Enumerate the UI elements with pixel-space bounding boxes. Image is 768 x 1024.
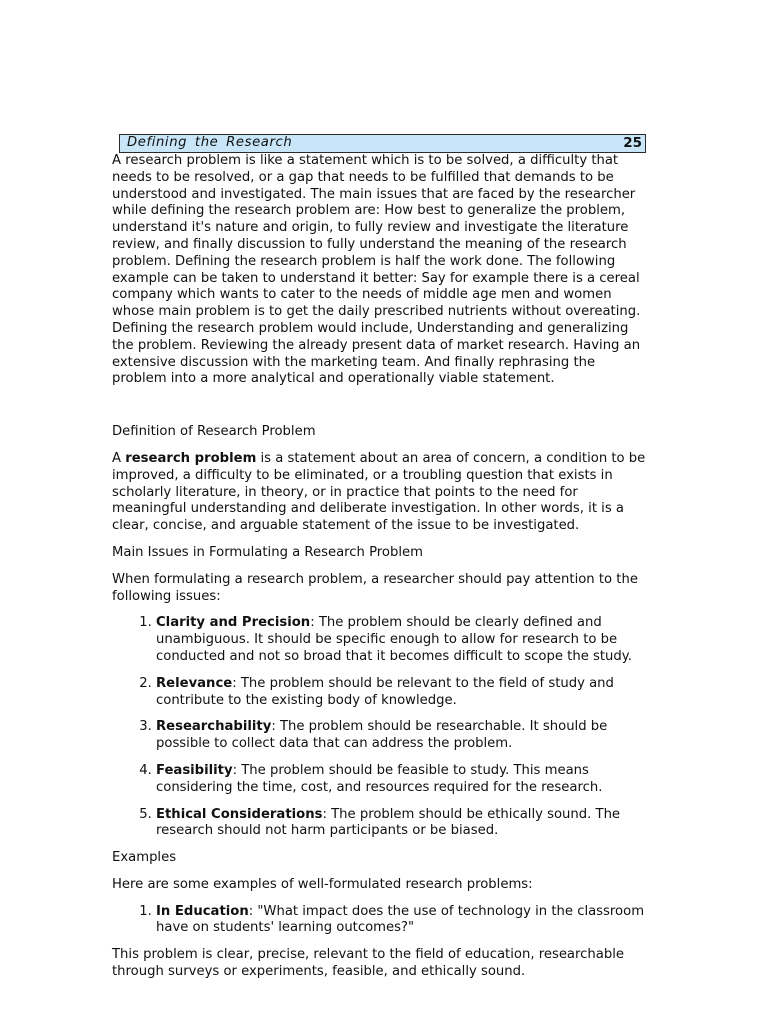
examples-intro: Here are some examples of well-formulated research problems: [112,876,533,892]
header-title: Defining the Research [127,135,293,151]
definition-heading: Definition of Research Problem [112,424,316,440]
page-number: 25 [623,135,642,152]
issues-intro: When formulating a research problem, a researcher should pay attention to the following issues: [112,571,638,604]
issue-text: : The problem should be clearly defined and unambiguous. It should be specific enough to allow for research to be conducted and not so broad that it becomes difficult to scope the study. [156,615,632,664]
issue-term: Relevance [156,675,233,691]
issues-list [112,615,652,840]
list-item [156,615,652,665]
examples-list [112,904,652,938]
list-item [156,719,652,753]
issue-term: Ethical Considerations [156,806,323,822]
definition-lead: A [112,450,126,466]
issue-text: : The problem should be ethically sound. The research should not harm participants or be biased. [156,806,621,839]
intro-paragraph: A research problem is like a statement which is to be solved, a difficulty that needs to be resolved, or a gap that needs to be fulfilled that demands to be understood and investigated. The main issues that are faced by the researcher while defining the research problem are: How best to generalize the problem, understand it's nature and origin, to fully review and investigate the literature review, and finally discussion to fully understand the meaning of the research problem. Defining the research problem is half the work done. The following example can be taken to understand it better: Say for example there is a cereal company which wants to cater to the needs of middle age men and women whose main problem is to get the daily prescribed nutrients without overeating. Defining the research problem would include, Understanding and generalizing the problem. Reviewing the already present data of market research. Having an extensive discussion with the marketing team. And finally rephrasing the problem into a more analytical and operationally viable statement. [112,153,641,387]
document-page [112,134,652,981]
example-text: : "What impact does the use of technology in the classroom have on students' learning outcomes?" [156,903,645,936]
list-item [156,763,652,797]
example-term: In Education [156,903,249,919]
issues-heading: Main Issues in Formulating a Research Problem [112,544,423,560]
list-item [156,807,652,841]
issue-term: Feasibility [156,762,233,778]
issue-text: : The problem should be relevant to the field of study and contribute to the existing body of knowledge. [156,675,614,708]
definition-body: is a statement about an area of concern, a condition to be improved, a difficulty to be eliminated, or a troubling question that exists in scholarly literature, in theory, or in practice that points to the need for meaningful understanding and deliberate investigation. In other words, it is a clear, concise, and arguable statement of the issue to be investigated. [112,450,646,534]
definition-term: research problem [125,450,257,466]
issue-text: : The problem should be researchable. It should be possible to collect data that can address the problem. [156,719,608,752]
examples-conclusion: This problem is clear, precise, relevant to the field of education, researchable through surveys or experiments, feasible, and ethically sound. [112,947,624,980]
issue-term: Researchability [156,719,272,735]
running-header [119,134,646,153]
list-item [156,676,652,710]
list-item [156,904,652,938]
examples-heading: Examples [112,850,177,866]
issue-text: : The problem should be feasible to study. This means considering the time, cost, and resources required for the research. [156,762,603,795]
definition-paragraph [112,451,652,535]
issue-term: Clarity and Precision [156,615,311,631]
